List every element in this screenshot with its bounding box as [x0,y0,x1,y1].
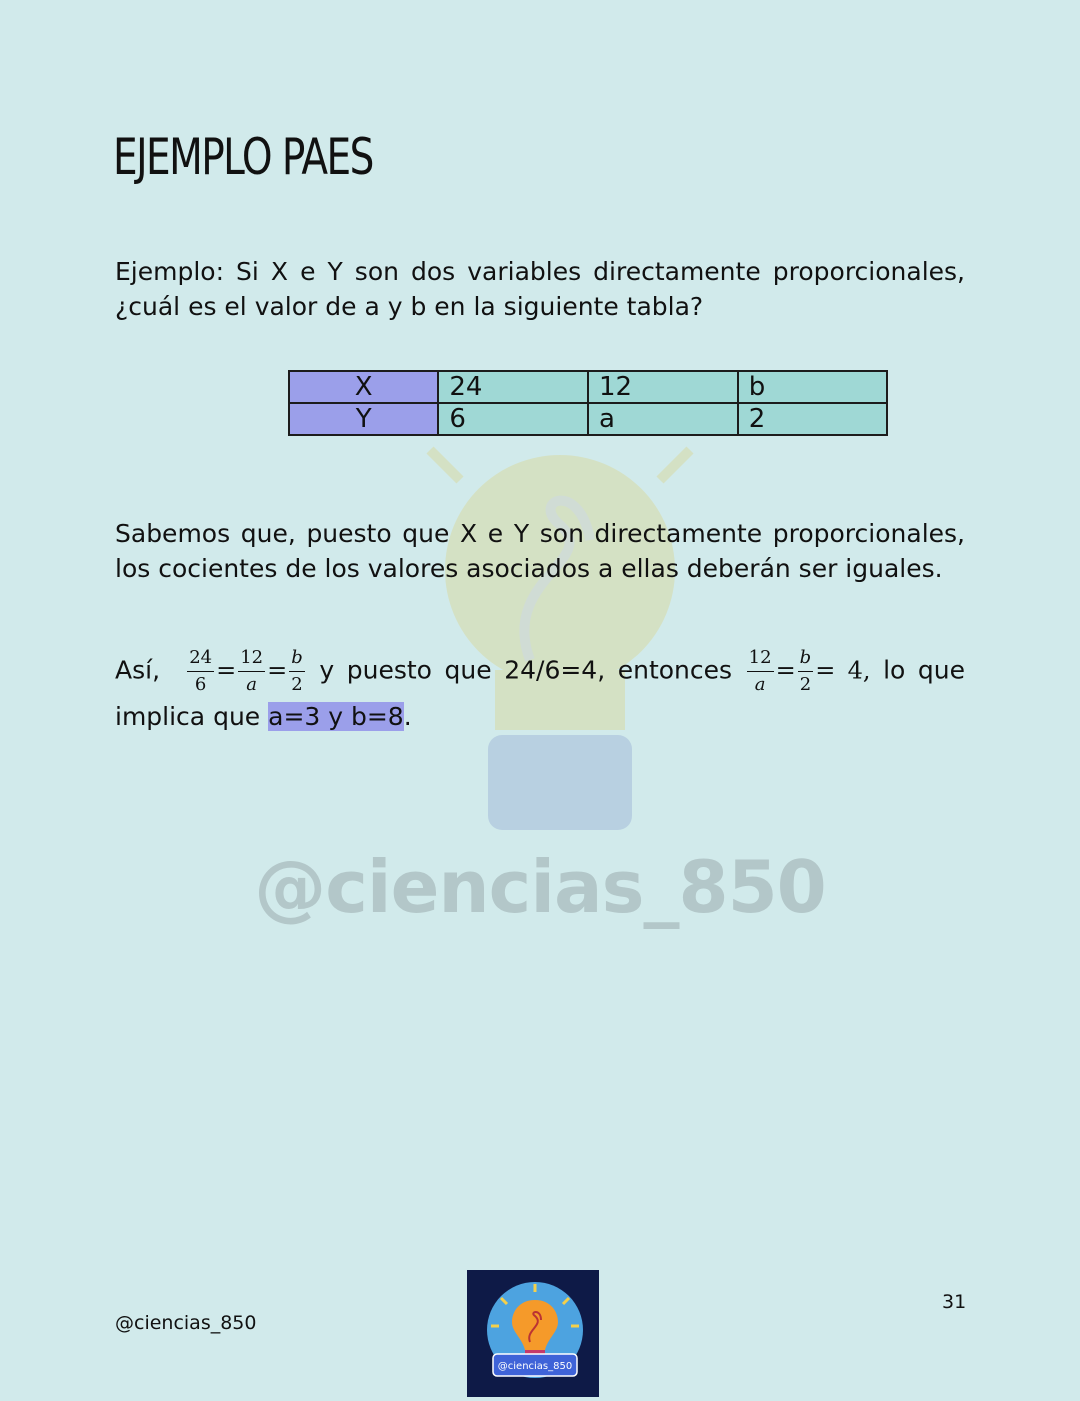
table-head-cell: X [289,371,438,403]
explanation-text: Sabemos que, puesto que X e Y son directamente proporcionales, los cocientes de los valores asociados a ellas deberán ser iguales. [115,519,965,583]
page-title: EJEMPLO PAES [113,128,373,186]
highlighted-answer: a=3 y b=8 [268,702,404,731]
fraction-b-2: $\frac{b}{2}$ [291,647,303,695]
solution-end: . [403,702,412,731]
values-table [288,370,888,436]
table-cell: 2 [738,403,887,435]
solution-tail: lo que implica que [115,655,965,731]
watermark-bulb-icon [410,430,710,840]
table-cell: b [738,371,887,403]
solution-mid: y puesto que 24/6=4, entonces [319,655,733,685]
footer-handle: @ciencias_850 [115,1312,257,1334]
page-number: 31 [942,1291,967,1313]
table-head-cell: Y [289,403,438,435]
table-cell: a [588,403,738,435]
table-row [289,371,887,403]
equals-four: = 4, [815,656,871,685]
fraction-12-a-second: $\frac{12}{a}$ [748,647,772,695]
logo-text: @ciencias_850 [497,1361,573,1372]
table-row [289,403,887,435]
solution-start: Así, [115,655,161,685]
fraction-b-2-second: $\frac{b}{2}$ [799,647,812,695]
table-cell: 6 [438,403,588,435]
fraction-12-a: $\frac{12}{a}$ [240,647,264,695]
lightbulb-logo-icon [467,1270,599,1397]
fraction-24-6: $\frac{24}{6}$ [189,647,213,695]
question-text: Ejemplo: Si X e Y son dos variables directamente proporcionales, ¿cuál es el valor de a y b en la siguiente tabla? [115,257,965,321]
table-cell: 12 [588,371,738,403]
table-cell: 24 [438,371,588,403]
solution-text: Así, $\frac{24}{6}$ = $\frac{12}{a}$ = $\frac{b}{2}$ y puesto que 24/6=4, entonces $\frac{12}{a}$ = $\frac{b}{2}$ = 4, lo que implica que a=3 y b=8. [115,647,965,731]
watermark-text: @ciencias_850 [254,845,826,929]
logo [467,1270,599,1397]
